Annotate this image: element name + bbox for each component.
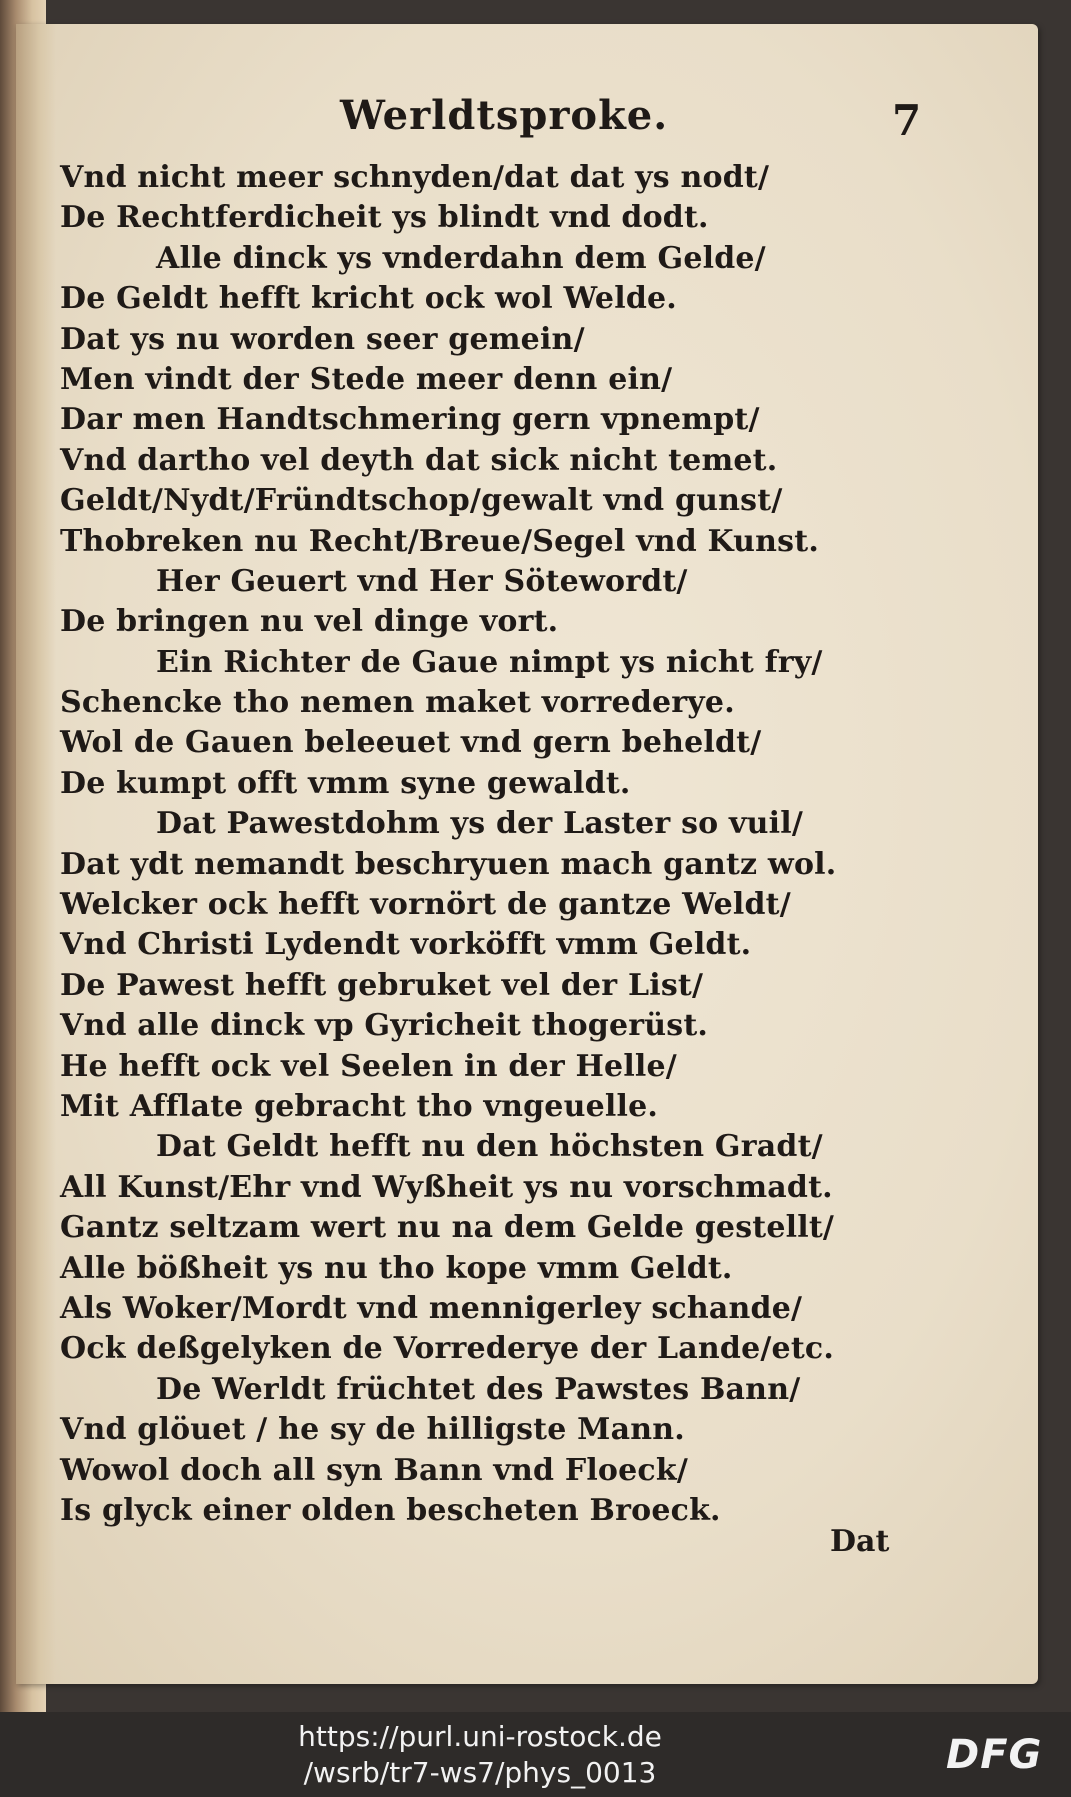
verse-line: De kumpt offt vmm syne gewaldt.	[60, 765, 631, 801]
footer-bar	[0, 1712, 1071, 1797]
verse-line: Schencke tho nemen maket vorrederye.	[60, 685, 735, 721]
verse-line: Dat Geldt hefft nu den höchsten Gradt/	[156, 1129, 823, 1165]
catchword: Dat	[830, 1524, 890, 1559]
verse-line: Her Geuert vnd Her Sötewordt/	[156, 563, 688, 599]
verse-line: Mit Afflate gebracht tho vngeuelle.	[60, 1088, 659, 1124]
verse-line: Men vindt der Stede meer denn ein/	[60, 361, 673, 397]
verse-line: De Pawest hefft gebruket vel der List/	[60, 967, 704, 1003]
verse-line: Gantz seltzam wert nu na dem Gelde gestellt/	[60, 1210, 835, 1246]
verse-line: Dar men Handtschmering gern vpnempt/	[60, 402, 760, 438]
page-gutter-shadow	[16, 24, 56, 1684]
verse-line: Dat ydt nemandt beschryuen mach gantz wol.	[60, 846, 837, 882]
verse-line: Alle dinck ys vnderdahn dem Gelde/	[156, 240, 766, 276]
verse-line: Vnd alle dinck vp Gyricheit thogerüst.	[60, 1008, 709, 1044]
verse-line: Dat ys nu worden seer gemein/	[60, 321, 585, 357]
verse-line: De Geldt hefft kricht ock wol Welde.	[60, 281, 677, 317]
verse-line: De Rechtferdicheit ys blindt vnd dodt.	[60, 200, 709, 236]
verse-line: Is glyck einer olden bescheten Broeck.	[60, 1492, 721, 1528]
verse-line: Welcker ock hefft vornört de gantze Weldt/	[60, 887, 791, 923]
verse-line: Vnd glöuet / he sy de hilligste Mann.	[60, 1412, 685, 1448]
permalink-url-line-1[interactable]: https://purl.uni-rostock.de	[298, 1720, 662, 1753]
page-number: 7	[892, 96, 922, 145]
verse-line: Wowol doch all syn Bann vnd Floeck/	[60, 1452, 689, 1488]
verse-line: He hefft ock vel Seelen in der Helle/	[60, 1048, 677, 1084]
verse-line: Vnd nicht meer schnyden/dat dat ys nodt/	[60, 160, 770, 195]
verse-line: Alle bößheit ys nu tho kope vmm Geldt.	[60, 1250, 733, 1286]
running-head: Werldtsproke.	[340, 92, 669, 139]
dfg-logo: DFG	[946, 1732, 1043, 1778]
verse-line: De bringen nu vel dinge vort.	[60, 604, 559, 640]
verse-line: Ock deßgelyken de Vorrederye der Lande/etc.	[60, 1331, 835, 1367]
verse-line: Wol de Gauen beleeuet vnd gern beheldt/	[60, 725, 762, 761]
permalink-url-line-2[interactable]: /wsrb/tr7-ws7/phys_0013	[303, 1756, 657, 1789]
verse-line: De Werldt früchtet des Pawstes Bann/	[156, 1371, 801, 1407]
verse-line: Als Woker/Mordt vnd mennigerley schande/	[60, 1290, 803, 1326]
verse-line: Thobreken nu Recht/Breue/Segel vnd Kunst.	[60, 523, 819, 559]
verse-line: All Kunst/Ehr vnd Wyßheit ys nu vorschmadt.	[60, 1169, 833, 1205]
verse-line: Vnd Christi Lydendt vorköfft vmm Geldt.	[60, 927, 752, 963]
verse-line: Ein Richter de Gaue nimpt ys nicht fry/	[156, 644, 823, 680]
verse-line: Geldt/Nydt/Fründtschop/gewalt vnd gunst/	[60, 483, 783, 519]
verse-text	[60, 158, 960, 1531]
verse-line: Dat Pawestdohm ys der Laster so vuil/	[156, 806, 804, 842]
verse-line: Vnd dartho vel deyth dat sick nicht temet.	[60, 442, 778, 478]
